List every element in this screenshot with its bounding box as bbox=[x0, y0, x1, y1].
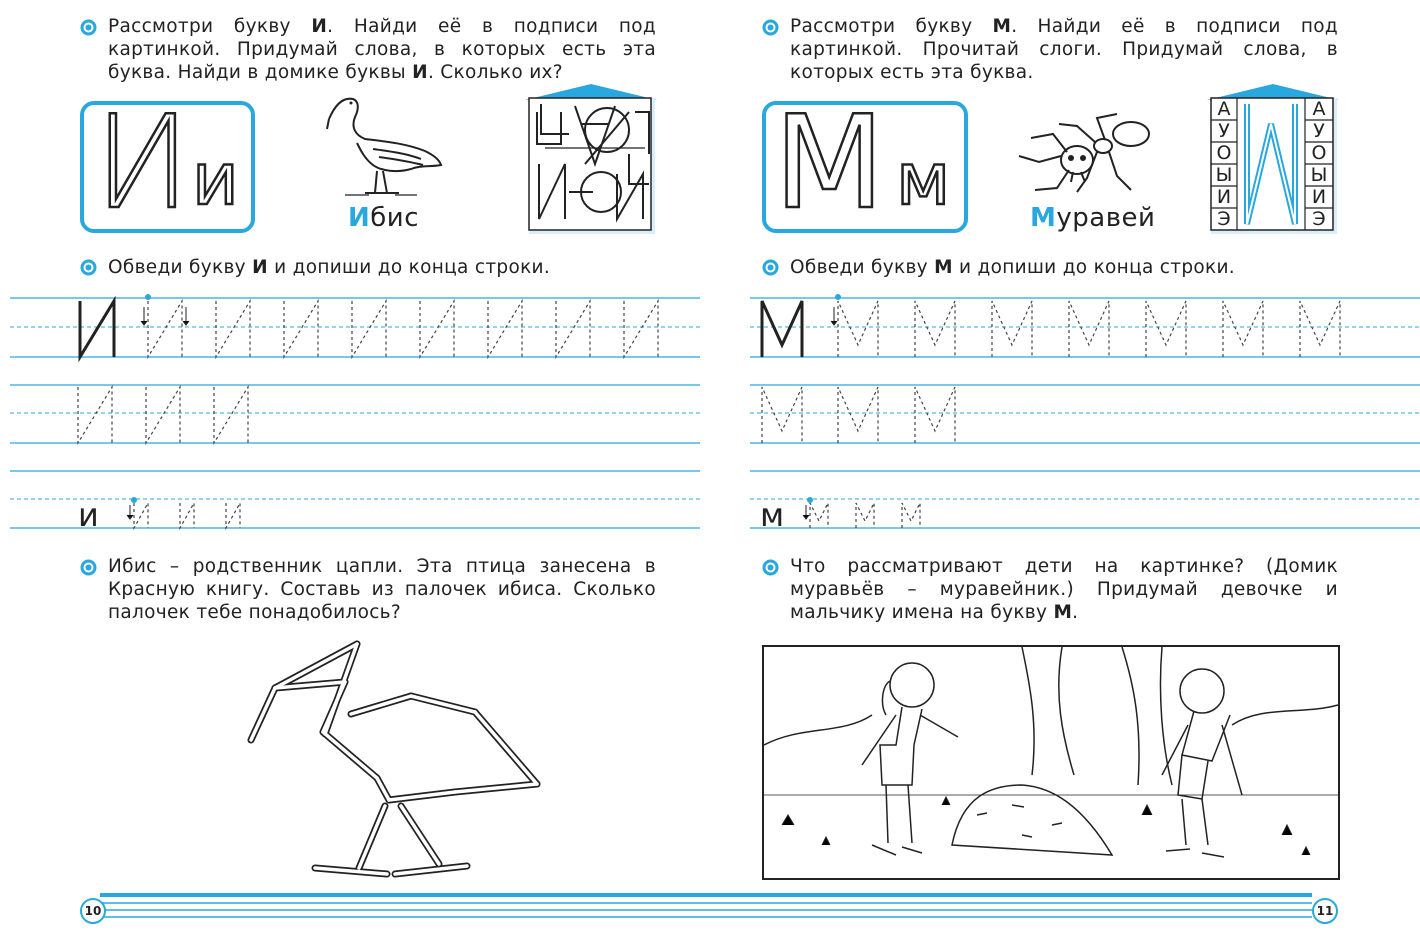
page-number-left: 10 bbox=[80, 898, 106, 924]
task1-left: Рассмотри букву И. Найди её в подписи под картинкой. Придумай слова, в которых есть эта буква. Найди в домике буквы И. Сколько их? bbox=[108, 16, 656, 83]
task3-left: Ибис – родственник цапли. Эта птица занесена в Красную книгу. Составь из палочек ибиса. Сколько палочек тебе понадобилось? bbox=[108, 556, 656, 623]
bullet-icon bbox=[80, 19, 97, 36]
bullet-icon bbox=[762, 559, 779, 576]
house-syllables-left: А У О Ы И Э bbox=[1215, 98, 1233, 230]
bullet-icon bbox=[80, 259, 97, 276]
children-anthill-illustration bbox=[762, 645, 1340, 880]
letter-house-left bbox=[525, 84, 657, 234]
bullet-icon bbox=[762, 259, 779, 276]
writing-lines-left bbox=[10, 295, 700, 535]
page-number-right: 11 bbox=[1312, 898, 1338, 924]
task1-right: Рассмотри букву М. Найди её в подписи под картинкой. Прочитай слоги. Придумай слова, в которых есть эта буква. bbox=[790, 16, 1338, 83]
row3-letter-left: и bbox=[78, 496, 99, 534]
right-page bbox=[712, 0, 1420, 940]
letter-upper: М bbox=[774, 89, 885, 238]
footer-lines bbox=[100, 891, 1312, 931]
bullet-icon bbox=[80, 559, 97, 576]
caption-ibis: Ибис bbox=[348, 203, 419, 233]
ant-illustration bbox=[1017, 112, 1155, 194]
letter-lower: и bbox=[192, 137, 239, 221]
task2-right: Обведи букву М и допиши до конца строки. bbox=[790, 257, 1235, 278]
writing-lines-right bbox=[750, 295, 1420, 535]
letter-card-m bbox=[762, 89, 968, 238]
left-page bbox=[0, 0, 700, 940]
row3-letter-right: м bbox=[760, 496, 785, 534]
sticks-ibis bbox=[245, 640, 555, 885]
task3-right: Что рассматривают дети на картинке? (Домик муравьёв – муравейник.) Придумай девочке и мальчику имена на букву М. bbox=[790, 556, 1338, 623]
letter-upper: И bbox=[94, 89, 191, 238]
caption-ant: Муравей bbox=[1030, 203, 1156, 233]
task2-left: Обведи букву И и допиши до конца строки. bbox=[108, 257, 551, 278]
letter-lower: м bbox=[896, 137, 951, 221]
house-syllables-right: А У О Ы И Э bbox=[1310, 98, 1328, 230]
ibis-illustration bbox=[325, 95, 445, 200]
bullet-icon bbox=[762, 19, 779, 36]
letter-card-i bbox=[80, 89, 255, 238]
